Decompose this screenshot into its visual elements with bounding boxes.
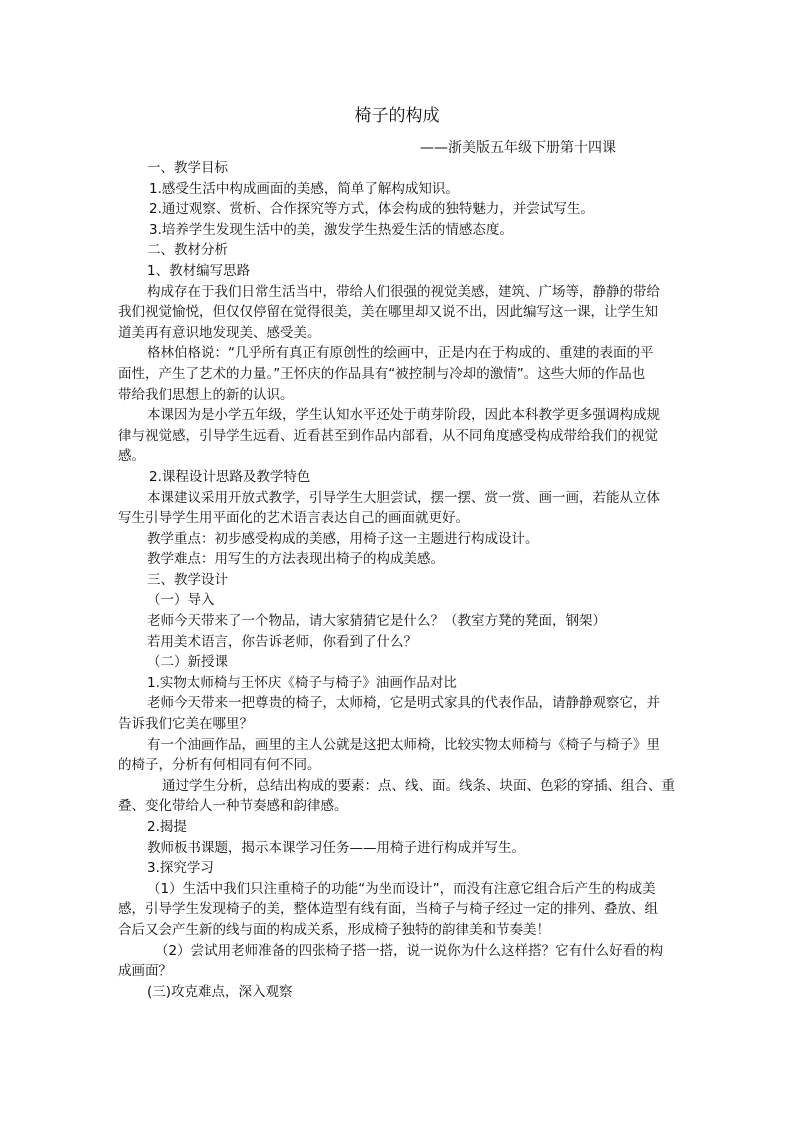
- document-body: [118, 158, 676, 1002]
- paragraph-line: 成画面？: [118, 963, 172, 980]
- paragraph-line: （二）新授课: [147, 654, 228, 671]
- paragraph-line: 写生引导学生用平面化的艺术语言表达自己的画面就更好。: [118, 510, 469, 527]
- paragraph-line: 老师今天带来一把尊贵的椅子，太师椅，它是明式家具的代表作品，请静静观察它，并: [147, 695, 660, 712]
- document-title: 椅子的构成: [354, 106, 440, 126]
- paragraph-line: 带给我们思想上的新的认识。: [118, 386, 294, 403]
- paragraph-line: 合后又会产生新的线与面的构成关系，形成椅子独特的韵律美和节奏美！: [118, 921, 550, 938]
- paragraph-line: 2.揭提: [147, 819, 187, 835]
- paragraph-line: 2.通过观察、赏析、合作探究等方式，体会构成的独特魅力，并尝试写生。: [149, 201, 594, 218]
- paragraph-line: （1）生活中我们只注重椅子的功能“为坐而设计”，而没有注意它组合后产生的构成美: [147, 880, 656, 897]
- paragraph-line: 本课因为是小学五年级，学生认知水平还处于萌芽阶段，因此本科教学更多强调构成规: [147, 407, 660, 424]
- paragraph-line: 一、教学目标: [147, 160, 228, 176]
- paragraph-line: 道美再有意识地发现美、感受美。: [118, 324, 321, 341]
- paragraph-line: 感，引导学生发现椅子的美，整体造型有线有面，当椅子与椅子经过一定的排列、叠放、组: [118, 901, 658, 918]
- paragraph-line: 3.探究学习: [147, 860, 214, 877]
- paragraph-line: 三、教学设计: [147, 571, 228, 588]
- paragraph-line: 叠、变化带给人一种节奏感和韵律感。: [118, 798, 348, 815]
- paragraph-line: （2）尝试用老师准备的四张椅子搭一搭，说一说你为什么这样搭？它有什么好看的构: [155, 942, 664, 959]
- paragraph-line: 教师板书课题，揭示本课学习任务——用椅子进行构成并写生。: [147, 839, 525, 856]
- paragraph-line: 2.课程设计思路及教学特色: [149, 468, 311, 485]
- paragraph-line: 感。: [118, 448, 145, 465]
- paragraph-line: 若用美术语言，你告诉老师，你看到了什么？: [147, 633, 417, 650]
- paragraph-line: 教学难点：用写生的方法表现出椅子的构成美感。: [147, 551, 444, 568]
- paragraph-line: 面性，产生了艺术的力量。”王怀庆的作品具有“被控制与冷却的激情”。这些大师的作品也: [118, 365, 646, 382]
- paragraph-line: 3.培养学生发现生活中的美，激发学生热爱生活的情感态度。: [149, 221, 513, 238]
- paragraph-line: 通过学生分析，总结出构成的要素：点、线、面。线条、块面、色彩的穿插、组合、重: [162, 777, 675, 794]
- paragraph-line: 构成存在于我们日常生活当中，带给人们很强的视觉美感，建筑、广场等，静静的带给: [147, 283, 660, 300]
- paragraph-line: 的椅子，分析有何相同有何不同。: [118, 757, 321, 774]
- paragraph-line: 1.实物太师椅与王怀庆《椅子与椅子》油画作品对比: [147, 674, 457, 691]
- paragraph-line: 教学重点：初步感受构成的美感，用椅子这一主题进行构成设计。: [147, 530, 539, 547]
- paragraph-line: 告诉我们它美在哪里？: [118, 716, 253, 733]
- paragraph-line: (三)攻克难点，深入观察: [147, 983, 293, 1000]
- paragraph-line: （一）导入: [147, 592, 215, 609]
- paragraph-line: 1、教材编写思路: [147, 262, 251, 279]
- paragraph-line: 二、教材分析: [147, 242, 228, 259]
- document-subtitle: ——浙美版五年级下册第十四课: [420, 140, 616, 156]
- paragraph-line: 格林伯格说：“几乎所有真正有原创性的绘画中，正是内在于构成的、重建的表面的平: [147, 345, 654, 362]
- paragraph-line: 1.感受生活中构成画面的美感，简单了解构成知识。: [149, 180, 459, 197]
- paragraph-line: 律与视觉感，引导学生远看、近看甚至到作品内部看，从不同角度感受构成带给我们的视觉: [118, 427, 658, 444]
- paragraph-line: 本课建议采用开放式教学，引导学生大胆尝试，摆一摆、赏一赏、画一画，若能从立体: [147, 489, 660, 506]
- paragraph-line: 有一个油画作品，画里的主人公就是这把太师椅，比较实物太师椅与《椅子与椅子》里: [147, 736, 660, 753]
- paragraph-line: 老师今天带来了一个物品，请大家猜猜它是什么？（教室方凳的凳面，钢架）: [147, 613, 606, 630]
- paragraph-line: 我们视觉愉悦，但仅仅停留在觉得很美，美在哪里却又说不出，因此编写这一课，让学生知: [118, 304, 658, 321]
